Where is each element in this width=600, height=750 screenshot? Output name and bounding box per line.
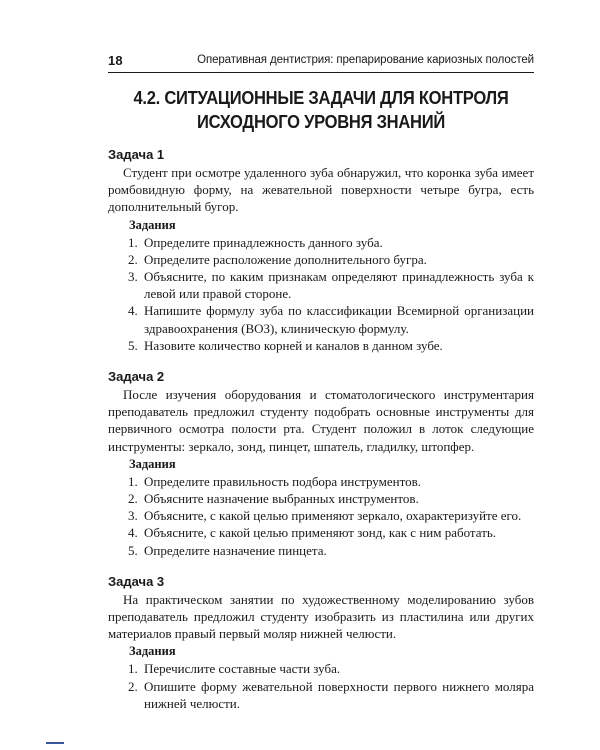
item-text: Определите расположение дополнительного бугра.	[144, 251, 427, 267]
item-number: 1.	[128, 473, 138, 489]
questions-list	[108, 234, 534, 354]
list-item	[108, 473, 534, 490]
item-number: 3.	[128, 269, 138, 285]
list-item	[108, 490, 534, 507]
item-number: 4.	[128, 525, 138, 541]
running-header	[108, 52, 534, 73]
task-text: После изучения оборудования и стоматологического инструментария преподаватель предложил студенту подобрать основные инструменты для первичного осмотра полости рта. Студент положил в лоток следующие инструменты: зеркало, зонд, пинцет, шпатель, гладилку, штопфер.	[108, 387, 534, 454]
item-text: Определите принадлежность данного зуба.	[144, 234, 383, 250]
page-number: 18	[108, 53, 123, 68]
item-text: Опишите форму жевательной поверхности первого нижнего моляра нижней челюсти.	[144, 678, 534, 711]
tasks-content	[108, 146, 534, 726]
item-text: Напишите формулу зуба по классификации Всемирной организации здравоохранения (ВОЗ), клиническую формулу.	[144, 303, 534, 336]
item-text: Объясните назначение выбранных инструментов.	[144, 491, 419, 507]
item-text: Объясните, по каким признакам определяют принадлежность зуба к левой или правой стороне.	[144, 269, 534, 302]
item-number: 2.	[128, 678, 138, 694]
item-number: 2.	[128, 491, 138, 507]
item-number: 5.	[128, 337, 138, 353]
questions-label: Задания	[129, 456, 176, 471]
list-item	[108, 678, 534, 712]
list-item	[108, 302, 534, 336]
item-text: Определите правильность подбора инструментов.	[144, 473, 421, 489]
task-2	[108, 368, 534, 559]
item-text: Объясните, с какой целью применяют зонд, как с ним работать.	[144, 525, 497, 541]
task-heading: Задача 1	[108, 147, 165, 162]
task-text: На практическом занятии по художественному моделированию зубов преподаватель предложил студенту изобразить из пластилина или других материалов правый первый моляр нижней челюсти.	[108, 591, 534, 642]
questions-label: Задания	[129, 217, 176, 232]
item-number: 2.	[128, 251, 138, 267]
item-number: 4.	[128, 303, 138, 319]
item-text: Назовите количество корней и каналов в данном зубе.	[144, 337, 443, 353]
item-number: 1.	[128, 234, 138, 250]
list-item	[108, 268, 534, 302]
item-text: Объясните, с какой целью применяют зеркало, охарактеризуйте его.	[144, 508, 522, 524]
list-item	[108, 251, 534, 268]
questions-label: Задания	[129, 644, 176, 659]
questions-list	[108, 473, 534, 559]
section-title-line-1: 4.2. СИТУАЦИОННЫЕ ЗАДАЧИ ДЛЯ КОНТРОЛЯ	[133, 88, 509, 108]
list-item	[108, 542, 534, 559]
section-title	[125, 86, 517, 134]
task-heading: Задача 2	[108, 369, 165, 385]
list-item	[108, 507, 534, 524]
list-item	[108, 660, 534, 677]
item-number: 5.	[128, 542, 138, 558]
item-number: 3.	[128, 508, 138, 524]
list-item	[108, 337, 534, 354]
task-text: Студент при осмотре удаленного зуба обнаружил, что коронка зуба имеет ромбовидную форму, на жевательной поверхности четыре бугра, есть дополнительный бугор.	[108, 165, 534, 215]
task-3	[108, 573, 534, 712]
task-heading: Задача 3	[108, 573, 165, 589]
item-number: 1.	[128, 661, 138, 677]
list-item	[108, 524, 534, 541]
page-edge-mark	[46, 742, 64, 744]
task-1	[108, 146, 534, 354]
list-item	[108, 234, 534, 251]
item-text: Определите назначение пинцета.	[144, 542, 327, 558]
item-text: Перечислите составные части зуба.	[144, 661, 341, 677]
questions-list	[108, 660, 534, 712]
section-title-line-2: ИСХОДНОГО УРОВНЯ ЗНАНИЙ	[197, 112, 445, 132]
running-title: Оперативная дентистрия: препарирование кариозных полостей	[197, 54, 534, 66]
